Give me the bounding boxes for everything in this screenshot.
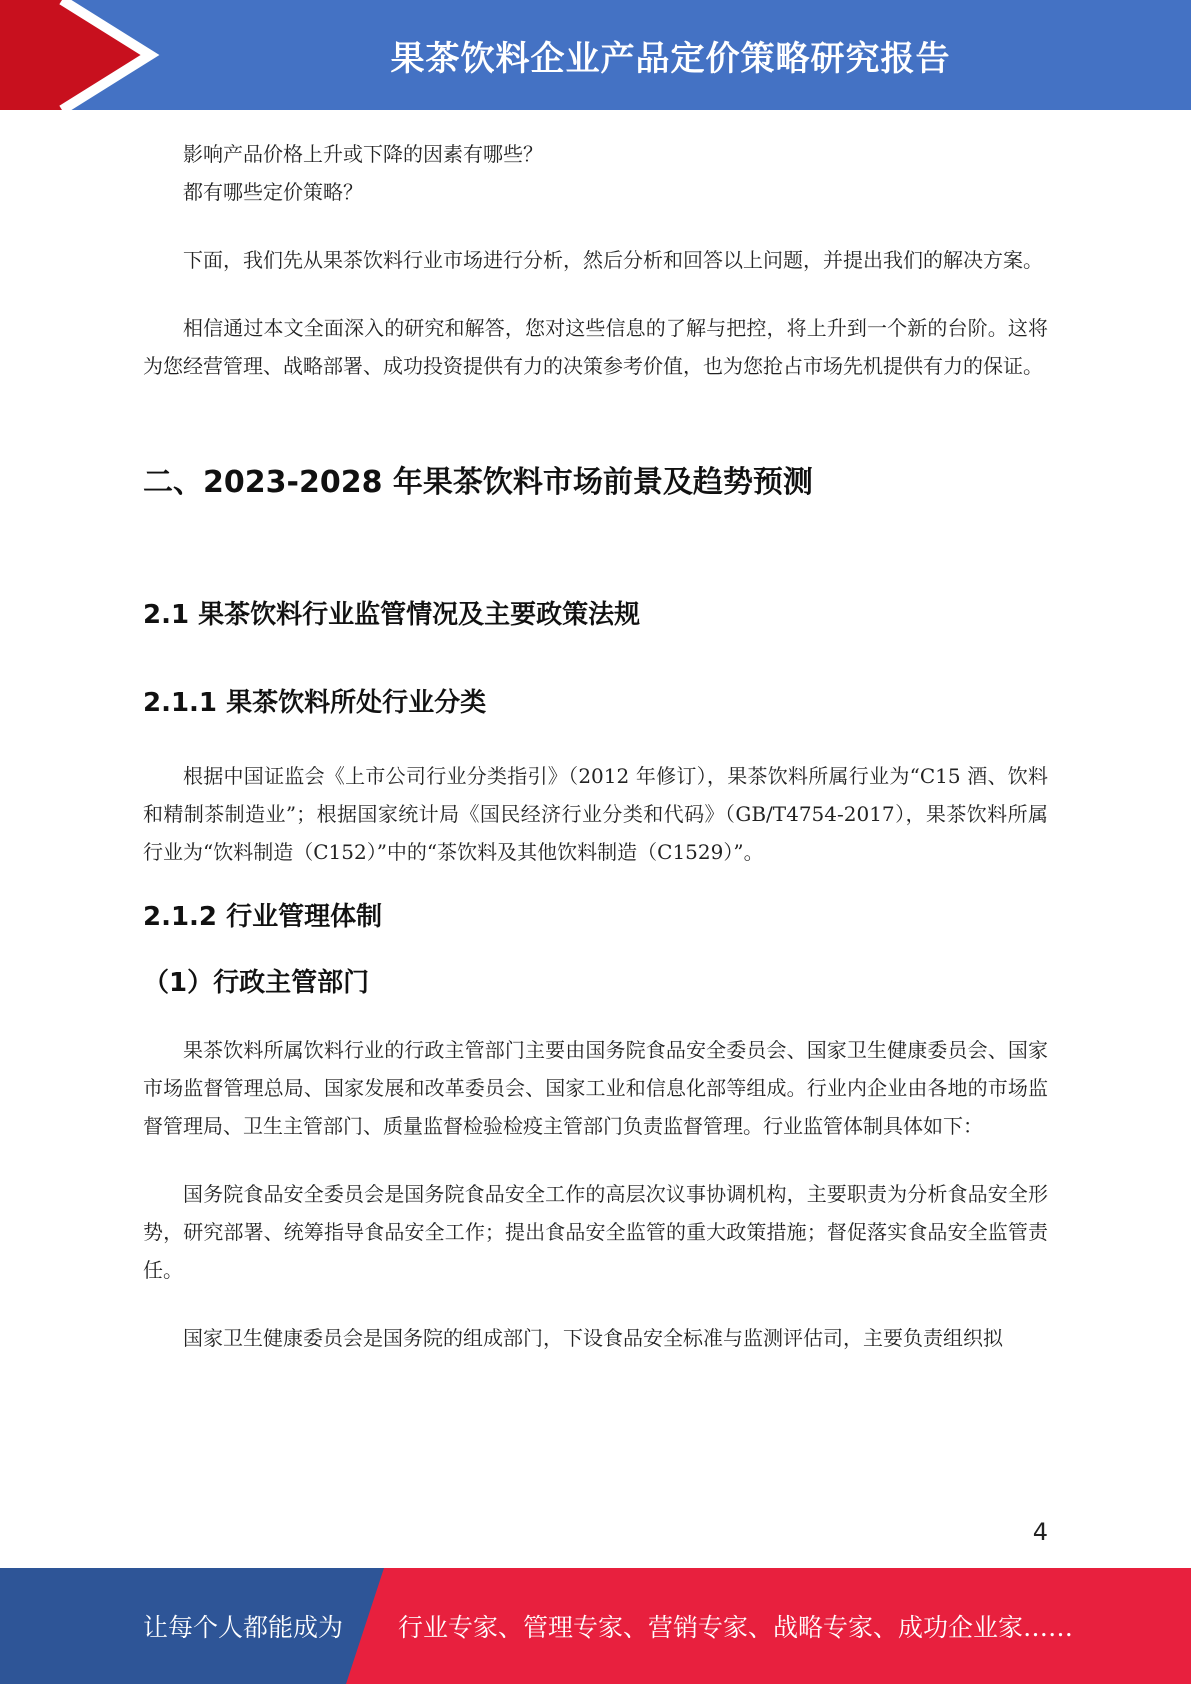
- footer-slogan-left: 让每个人都能成为: [143, 1613, 344, 1642]
- classification-paragraph: 根据中国证监会《上市公司行业分类指引》（2012 年修订），果茶饮料所属行业为“C15 酒、饮料和精制茶制造业”；根据国家统计局《国民经济行业分类和代码》（GB/T4754-2017），果茶饮料所属行业为“饮料制造（C152）”中的“茶饮料及其他饮料制造（C1529）”。: [143, 764, 1048, 864]
- footer-slogan-right: 行业专家、管理专家、营销专家、战略专家、成功企业家……: [398, 1613, 1074, 1642]
- page-number: 4: [1032, 1518, 1048, 1546]
- section-heading-2-1: 2.1 果茶饮料行业监管情况及主要政策法规: [143, 600, 641, 630]
- question-pricing-strategies: 都有哪些定价策略？: [183, 180, 363, 204]
- subheading-administrative-departments: （1）行政主管部门: [143, 968, 370, 998]
- page-header: [0, 0, 1191, 110]
- section-heading-2-1-2: 2.1.2 行业管理体制: [143, 902, 383, 932]
- report-title: 果茶饮料企业产品定价策略研究报告: [390, 38, 951, 79]
- value-paragraph: 相信通过本文全面深入的研究和解答，您对这些信息的了解与把控，将上升到一个新的台阶。这将为您经营管理、战略部署、成功投资提供有力的决策参考价值，也为您抢占市场先机提供有力的保证。: [143, 316, 1048, 378]
- intro-paragraph: 下面，我们先从果茶饮料行业市场进行分析，然后分析和回答以上问题，并提出我们的解决方案。: [183, 248, 1043, 272]
- administration-paragraph: 果茶饮料所属饮料行业的行政主管部门主要由国务院食品安全委员会、国家卫生健康委员会、国家市场监督管理总局、国家发展和改革委员会、国家工业和信息化部等组成。行业内企业由各地的市场监督管理局、卫生主管部门、质量监督检验检疫主管部门负责监督管理。行业监管体制具体如下：: [143, 1038, 1048, 1138]
- report-body: [143, 135, 1048, 1357]
- health-commission-paragraph: 国家卫生健康委员会是国务院的组成部门，下设食品安全标准与监测评估司，主要负责组织拟: [183, 1326, 1003, 1350]
- section-heading-2-1-1: 2.1.1 果茶饮料所处行业分类: [143, 688, 487, 718]
- question-price-factors: 影响产品价格上升或下降的因素有哪些？: [183, 142, 543, 166]
- chapter-heading: 二、2023-2028 年果茶饮料市场前景及趋势预测: [143, 465, 813, 500]
- food-safety-committee-paragraph: 国务院食品安全委员会是国务院食品安全工作的高层次议事协调机构，主要职责为分析食品安全形势，研究部署、统筹指导食品安全工作；提出食品安全监管的重大政策措施；督促落实食品安全监管责任。: [143, 1182, 1048, 1282]
- page-footer: [0, 1568, 1191, 1684]
